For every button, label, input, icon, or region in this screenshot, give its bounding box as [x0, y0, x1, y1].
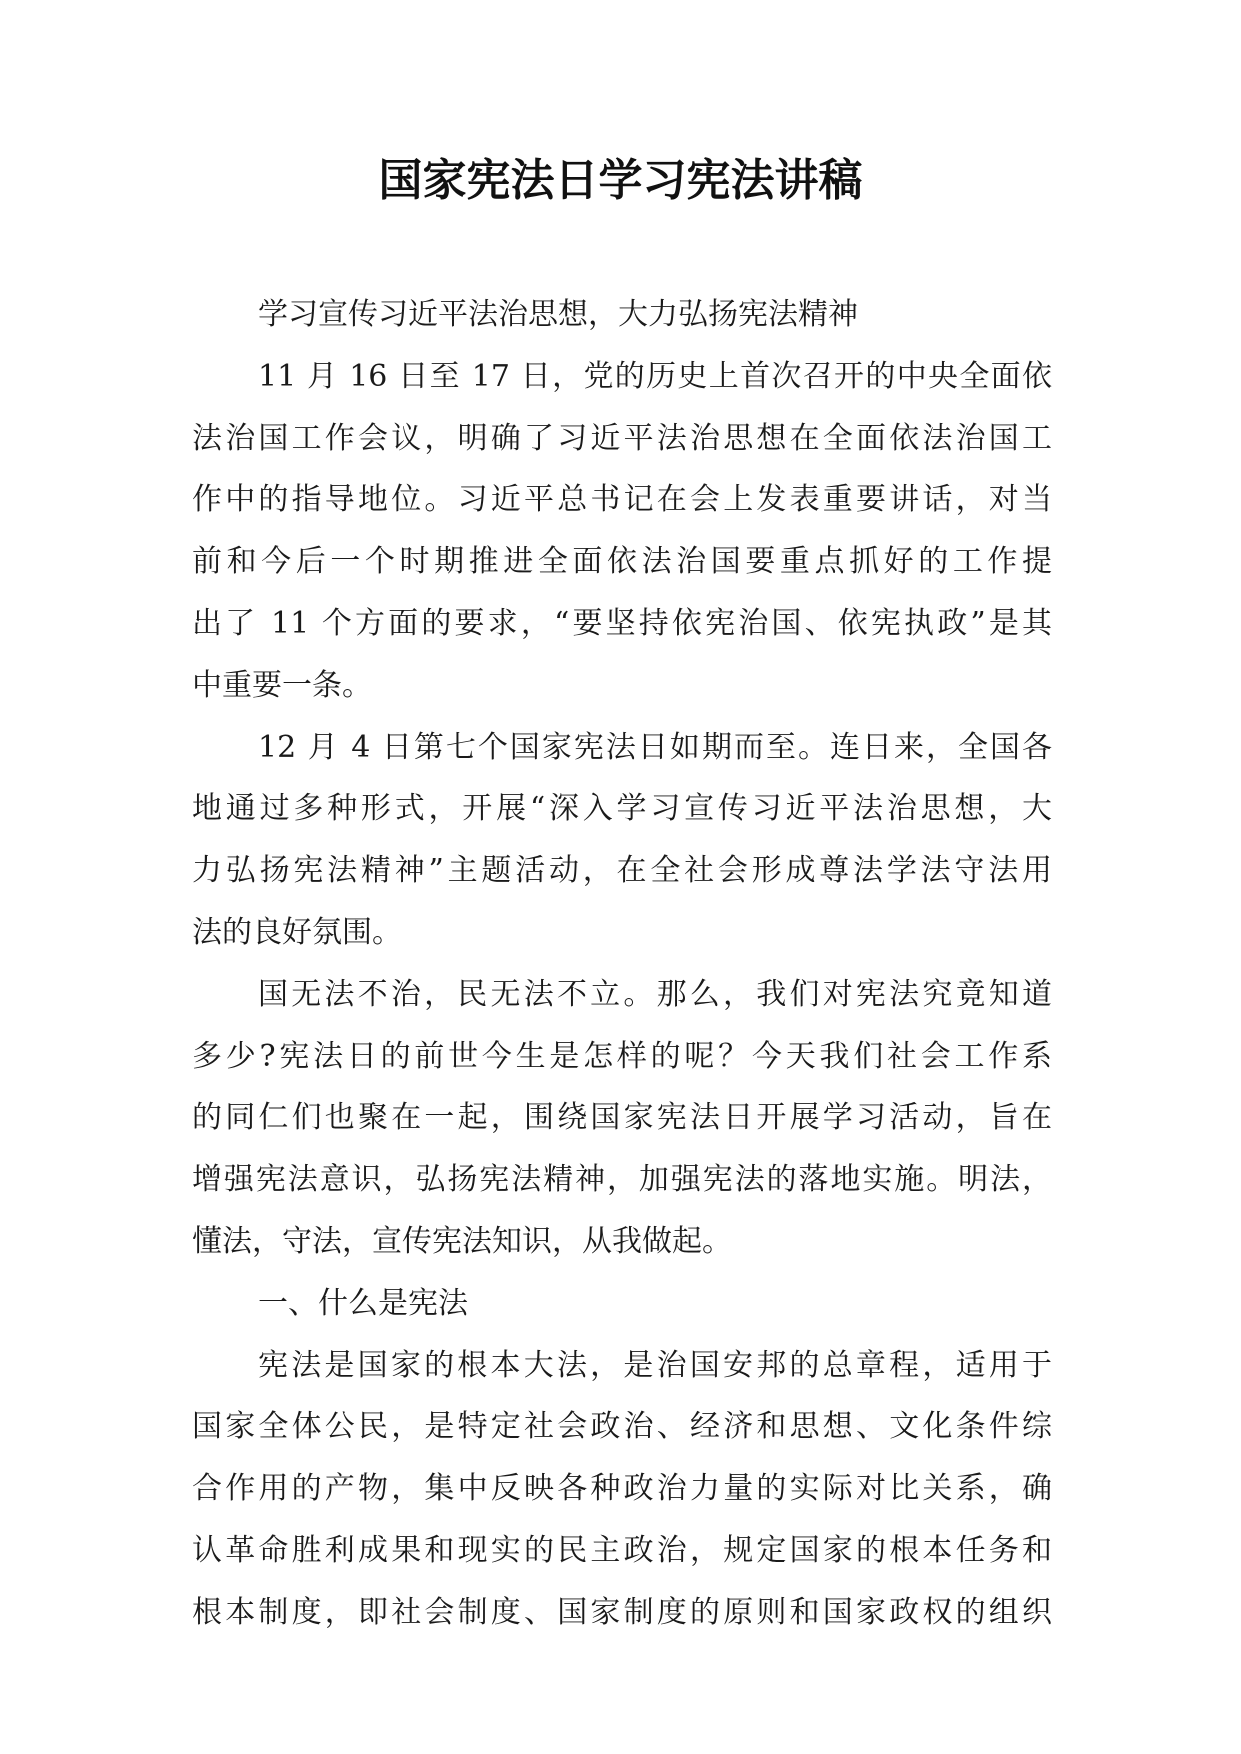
text-line: 法的良好氛围。 — [192, 914, 402, 950]
text-line: 增强宪法意识，弘扬宪法精神，加强宪法的落地实施。明法， — [192, 1162, 1052, 1198]
text-line: 出了 11 个方面的要求，“要坚持依宪治国、依宪执政”是其 — [192, 605, 1052, 641]
section-heading — [192, 1273, 1052, 1335]
text-line: 国无法不治，民无法不立。那么，我们对宪法究竟知道 — [258, 976, 1052, 1012]
text-line: 认革命胜利成果和现实的民主政治，规定国家的根本任务和 — [192, 1532, 1052, 1568]
paragraph — [192, 717, 1052, 964]
document-body — [192, 284, 1052, 1644]
text-line: 宪法是国家的根本大法，是治国安邦的总章程，适用于 — [258, 1347, 1052, 1383]
text-line: 11 月 16 日至 17 日，党的历史上首次召开的中央全面依 — [258, 358, 1052, 394]
text-line: 地通过多种形式，开展“深入学习宣传习近平法治思想，大 — [192, 791, 1052, 827]
text-line: 懂法，守法，宣传宪法知识，从我做起。 — [192, 1223, 732, 1259]
paragraph — [192, 346, 1052, 717]
text-line: 一、什么是宪法 — [258, 1285, 468, 1321]
text-line: 多少?宪法日的前世今生是怎样的呢？今天我们社会工作系 — [192, 1038, 1052, 1074]
paragraph — [192, 1335, 1052, 1644]
text-line: 合作用的产物，集中反映各种政治力量的实际对比关系，确 — [192, 1471, 1052, 1507]
text-line: 作中的指导地位。习近平总书记在会上发表重要讲话，对当 — [192, 482, 1052, 518]
text-line: 法治国工作会议，明确了习近平法治思想在全面依法治国工 — [192, 420, 1052, 456]
document-title: 国家宪法日学习宪法讲稿 — [378, 155, 863, 206]
text-line: 学习宣传习近平法治思想，大力弘扬宪法精神 — [258, 297, 858, 332]
text-line: 12 月 4 日第七个国家宪法日如期而至。连日来，全国各 — [258, 729, 1052, 765]
text-line: 前和今后一个时期推进全面依法治国要重点抓好的工作提 — [192, 544, 1052, 580]
text-line: 的同仁们也聚在一起，围绕国家宪法日开展学习活动，旨在 — [192, 1100, 1052, 1136]
text-line: 根本制度，即社会制度、国家制度的原则和国家政权的组织 — [192, 1594, 1052, 1630]
text-line: 中重要一条。 — [192, 667, 372, 703]
paragraph — [192, 964, 1052, 1273]
text-line: 力弘扬宪法精神”主题活动，在全社会形成尊法学法守法用 — [192, 853, 1052, 889]
text-line: 国家全体公民，是特定社会政治、经济和思想、文化条件综 — [192, 1409, 1052, 1445]
paragraph — [192, 284, 1052, 346]
